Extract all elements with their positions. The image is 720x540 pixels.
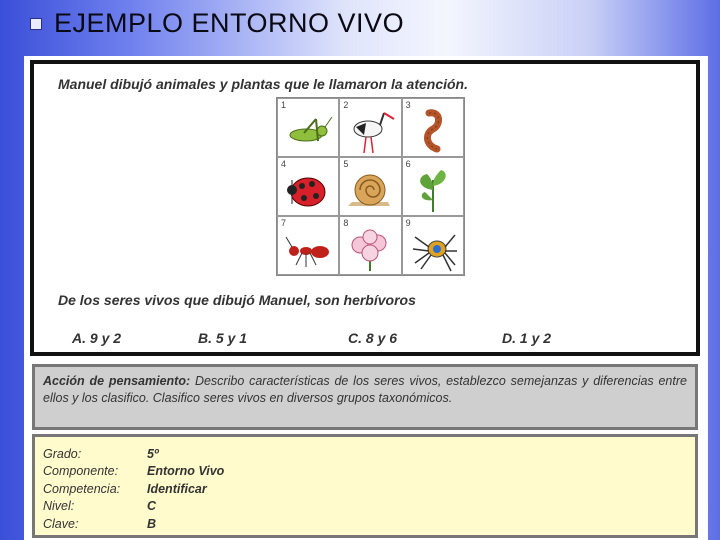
question-stem: De los seres vivos que dibujó Manuel, son herbívoros <box>58 292 416 308</box>
cell-number: 2 <box>343 100 349 110</box>
grasshopper-icon <box>282 107 334 155</box>
meta-row-competencia <box>43 480 687 498</box>
meta-row-grado <box>43 445 687 463</box>
grid-cell-2 <box>339 98 401 157</box>
question-intro: Manuel dibujó animales y plantas que le llamaron la atención. <box>58 76 468 92</box>
plant-icon <box>407 166 459 214</box>
exam-sheet <box>24 56 708 540</box>
slide-title-row <box>30 6 404 40</box>
option-a[interactable]: A. 9 y 2 <box>72 330 122 346</box>
option-b[interactable]: B. 5 y 1 <box>198 330 248 346</box>
slide-title: EJEMPLO ENTORNO VIVO <box>54 7 405 38</box>
meta-row-componente <box>43 463 687 481</box>
thinking-action-box <box>32 364 698 430</box>
flower-icon <box>344 225 396 273</box>
grid-cell-9 <box>402 216 464 275</box>
grid-cell-4 <box>277 157 339 216</box>
cell-number: 1 <box>281 100 287 110</box>
clave-label: Clave: <box>43 516 79 531</box>
action-label: Acción de pensamiento: <box>43 374 191 388</box>
grid-cell-1 <box>277 98 339 157</box>
meta-row-nivel <box>43 498 687 516</box>
cell-number: 4 <box>281 159 287 169</box>
ant-icon <box>282 225 334 273</box>
stork-icon <box>344 107 396 155</box>
worm-icon <box>407 107 459 155</box>
option-c[interactable]: C. 8 y 6 <box>348 330 398 346</box>
grado-label: Grado: <box>43 446 82 461</box>
grid-cell-6 <box>402 157 464 216</box>
grado-value: 5º <box>147 446 159 461</box>
cell-number: 8 <box>343 218 349 228</box>
competencia-value: Identificar <box>147 481 207 496</box>
cell-number: 5 <box>343 159 349 169</box>
ladybug-icon <box>282 166 334 214</box>
square-bullet-icon <box>30 18 42 30</box>
grid-cell-5 <box>339 157 401 216</box>
snail-icon <box>344 166 396 214</box>
cell-number: 3 <box>405 100 411 110</box>
meta-row-clave <box>43 515 687 533</box>
nivel-value: C <box>147 499 157 514</box>
cell-number: 7 <box>281 218 287 228</box>
question-box <box>30 60 700 356</box>
image-grid <box>276 97 465 276</box>
spider-icon <box>407 225 459 273</box>
action-text: Describo características de los seres vivos, establezco semejanzas y diferencias entre ellos y los clasifico. Clasifico seres vivos en diversos grupos taxonómicos. <box>43 374 687 405</box>
cell-number: 9 <box>405 218 411 228</box>
clave-value: B <box>147 516 157 531</box>
cell-number: 6 <box>405 159 411 169</box>
componente-label: Componente: <box>43 464 119 479</box>
option-d[interactable]: D. 1 y 2 <box>502 330 552 346</box>
grid-cell-8 <box>339 216 401 275</box>
question-metadata-box <box>32 434 698 538</box>
grid-cell-3 <box>402 98 464 157</box>
nivel-label: Nivel: <box>43 499 75 514</box>
componente-value: Entorno Vivo <box>147 464 225 479</box>
competencia-label: Competencia: <box>43 481 121 496</box>
grid-cell-7 <box>277 216 339 275</box>
